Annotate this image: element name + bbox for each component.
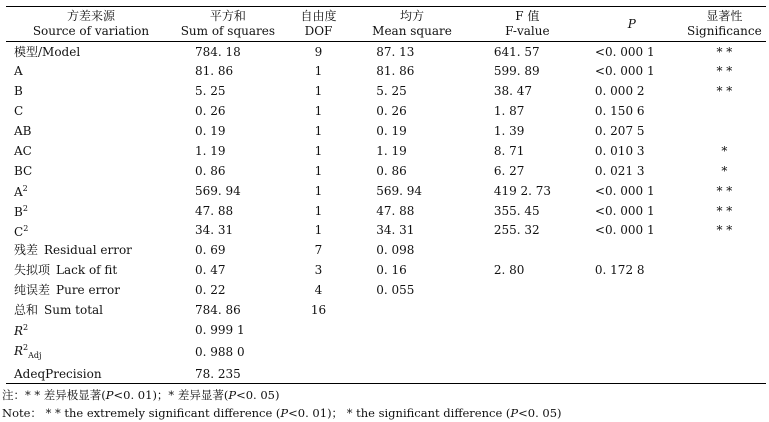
header-sum-of-squares: 平方和 Sum of squares <box>180 9 276 38</box>
source-label: AC <box>14 143 32 158</box>
cell-sum-of-squares: 5. 25 <box>194 84 226 99</box>
cell-significance: * * <box>716 203 733 218</box>
cell-mean-square: 0. 098 <box>376 243 415 258</box>
cell-f-value: 1. 87 <box>493 104 525 119</box>
cell-sum-of-squares: 569. 94 <box>194 183 241 198</box>
cell-dof: 4 <box>314 283 323 298</box>
source-superscript: 2 <box>23 323 29 333</box>
cell-source <box>6 280 169 300</box>
source-label: 模型/Model <box>14 44 81 59</box>
cell-f-value: 419 2. 73 <box>493 183 552 198</box>
cell-significance <box>683 280 766 300</box>
cell-mean-square: 0. 86 <box>376 163 407 178</box>
cell-dof: 1 <box>314 163 323 178</box>
cell-p-value: <0. 000 1 <box>594 223 655 238</box>
cell-p-value: 0. 010 3 <box>594 143 645 158</box>
cell-f-value: 355. 45 <box>493 203 540 218</box>
note-fragment: <0. 01)；* 差异显著( <box>113 388 229 402</box>
source-label: C <box>14 104 24 119</box>
cell-significance <box>683 320 766 340</box>
cell-p-value <box>581 364 683 384</box>
cell-p-value: 0. 150 6 <box>594 104 645 119</box>
cell-f-value: 1. 39 <box>493 124 525 138</box>
cell-source <box>6 121 169 141</box>
cell-sum-of-squares: 34. 31 <box>194 223 234 238</box>
cell-mean-square <box>350 340 474 364</box>
cell-sum-of-squares: 0. 69 <box>194 243 226 258</box>
table-row <box>6 141 766 161</box>
source-label: B <box>14 205 23 220</box>
header-source: 方差来源 Source of variation <box>32 9 150 38</box>
cell-dof: 1 <box>314 124 323 138</box>
anova-table <box>6 6 766 384</box>
cell-mean-square <box>350 320 474 340</box>
note-fragment: P <box>228 388 237 402</box>
cell-sum-of-squares: 1. 19 <box>194 143 226 158</box>
cell-p-value <box>581 280 683 300</box>
cell-source <box>6 340 169 364</box>
cell-dof: 1 <box>314 183 323 198</box>
cell-sum-of-squares: 0. 988 0 <box>194 344 245 359</box>
cell-dof: 1 <box>314 223 323 238</box>
cell-source <box>6 81 169 101</box>
note-fragment: <0. 01)； * the significant difference ( <box>288 406 511 420</box>
table-row <box>6 240 766 260</box>
table-row <box>6 364 766 384</box>
cell-mean-square: 87. 13 <box>376 44 415 59</box>
note-english <box>2 404 562 422</box>
cell-f-value: 38. 47 <box>493 84 532 99</box>
cell-dof: 16 <box>310 303 327 318</box>
cell-dof: 9 <box>314 44 323 59</box>
cell-p-value: <0. 000 1 <box>594 64 655 79</box>
cell-sum-of-squares: 0. 26 <box>194 104 226 119</box>
cell-significance: * * <box>716 183 733 198</box>
cell-mean-square: 34. 31 <box>376 223 415 238</box>
cell-mean-square <box>350 300 474 320</box>
cell-source <box>6 260 169 280</box>
cell-significance <box>683 340 766 364</box>
note-chinese <box>2 386 562 404</box>
cell-source <box>6 221 169 241</box>
cell-p-value: 0. 021 3 <box>594 163 645 178</box>
cell-significance <box>683 364 766 384</box>
table-header-row <box>6 7 766 42</box>
cell-f-value: 8. 71 <box>493 143 525 158</box>
table-row <box>6 42 766 62</box>
cell-mean-square: 0. 16 <box>376 263 407 278</box>
table-row <box>6 81 766 101</box>
cell-p-value <box>581 320 683 340</box>
table-row <box>6 181 766 201</box>
cell-p-value: <0. 000 1 <box>594 183 655 198</box>
cell-f-value <box>474 340 581 364</box>
note-fragment: P <box>105 388 114 402</box>
cell-dof: 1 <box>314 84 323 99</box>
source-label: C <box>14 224 24 239</box>
cell-sum-of-squares: 0. 999 1 <box>194 322 245 337</box>
table-row <box>6 260 766 280</box>
source-label: R <box>14 324 24 339</box>
cell-f-value <box>474 300 581 320</box>
header-f-value: F 值 F-value <box>505 9 550 38</box>
source-superscript: 2 <box>23 342 29 352</box>
table-notes <box>2 386 562 422</box>
cell-dof: 1 <box>314 104 323 119</box>
cell-f-value: 6. 27 <box>493 163 525 178</box>
cell-sum-of-squares: 0. 47 <box>194 263 226 278</box>
note-fragment: P <box>280 406 289 420</box>
source-label: 纯误差 <box>14 283 51 298</box>
table-row <box>6 320 766 340</box>
cell-sum-of-squares: 0. 86 <box>194 163 226 178</box>
cell-source <box>6 42 169 62</box>
cell-f-value <box>474 364 581 384</box>
cell-sum-of-squares: 0. 19 <box>194 124 226 138</box>
cell-significance: * <box>721 163 728 178</box>
cell-mean-square: 569. 94 <box>376 183 423 198</box>
source-label: R <box>14 343 24 358</box>
table-row <box>6 221 766 241</box>
source-label: AB <box>14 124 32 138</box>
cell-significance: * <box>721 143 728 158</box>
cell-significance: * * <box>716 84 733 99</box>
source-subscript: Adj <box>28 350 42 360</box>
source-label: A <box>14 64 23 79</box>
table-row <box>6 201 766 221</box>
header-dof: 自由度 DOF <box>300 9 337 38</box>
cell-significance: * * <box>716 44 733 59</box>
cell-significance: * * <box>716 223 733 238</box>
cell-source <box>6 240 169 260</box>
cell-sum-of-squares: 0. 22 <box>194 283 226 298</box>
cell-significance <box>683 240 766 260</box>
cell-sum-of-squares: 47. 88 <box>194 203 234 218</box>
cell-significance: * * <box>716 64 733 79</box>
cell-source <box>6 61 169 81</box>
table-row <box>6 61 766 81</box>
table-row <box>6 161 766 181</box>
note-fragment: Note： * * the extremely significant difference ( <box>2 406 281 420</box>
source-label: B <box>14 84 23 99</box>
cell-sum-of-squares: 784. 86 <box>194 303 241 318</box>
cell-p-value: <0. 000 1 <box>594 44 655 59</box>
source-english: Sum total <box>44 303 104 318</box>
table-row <box>6 101 766 121</box>
cell-p-value: 0. 172 8 <box>594 263 645 278</box>
header-p: P <box>627 17 636 31</box>
source-label: 失拟项 <box>14 263 51 278</box>
cell-source <box>6 161 169 181</box>
cell-f-value <box>474 240 581 260</box>
cell-mean-square: 5. 25 <box>376 84 407 99</box>
cell-dof <box>287 340 350 364</box>
cell-source <box>6 101 169 121</box>
cell-p-value: 0. 207 5 <box>594 124 645 138</box>
cell-source <box>6 141 169 161</box>
cell-sum-of-squares: 784. 18 <box>194 44 241 59</box>
source-label: 总和 <box>14 303 39 318</box>
source-superscript: 2 <box>23 223 29 233</box>
cell-source <box>6 181 169 201</box>
cell-significance <box>683 260 766 280</box>
note-fragment: <0. 05) <box>236 388 280 402</box>
source-superscript: 2 <box>22 184 28 194</box>
cell-dof: 1 <box>314 143 323 158</box>
cell-dof: 1 <box>314 203 323 218</box>
note-fragment: P <box>510 406 519 420</box>
table-row <box>6 300 766 320</box>
cell-mean-square: 0. 19 <box>376 124 407 138</box>
table-row <box>6 121 766 141</box>
cell-source <box>6 364 169 384</box>
table-row <box>6 280 766 300</box>
source-label: A <box>14 185 23 200</box>
source-label: BC <box>14 163 33 178</box>
source-superscript: 2 <box>22 204 28 214</box>
cell-dof: 7 <box>314 243 323 258</box>
cell-mean-square: 1. 19 <box>376 143 407 158</box>
cell-source <box>6 300 169 320</box>
cell-mean-square <box>350 364 474 384</box>
source-label: 残差 <box>14 243 39 258</box>
cell-source <box>6 201 169 221</box>
cell-p-value <box>581 240 683 260</box>
cell-f-value: 255. 32 <box>493 223 540 238</box>
header-significance: 显著性 Significance <box>686 9 762 38</box>
table-row <box>6 340 766 364</box>
source-english: Pure error <box>56 283 121 298</box>
cell-significance <box>683 121 766 141</box>
cell-dof <box>287 364 350 384</box>
note-fragment: <0. 05) <box>518 406 562 420</box>
source-label: AdeqPrecision <box>14 366 102 381</box>
cell-p-value <box>581 300 683 320</box>
source-english: Residual error <box>44 243 132 258</box>
cell-f-value: 599. 89 <box>493 64 540 79</box>
cell-mean-square: 81. 86 <box>376 64 415 79</box>
cell-mean-square: 47. 88 <box>376 203 415 218</box>
cell-mean-square: 0. 055 <box>376 283 415 298</box>
table-body <box>6 42 766 384</box>
source-english: Lack of fit <box>56 263 118 278</box>
cell-significance <box>683 300 766 320</box>
cell-f-value <box>474 320 581 340</box>
cell-f-value: 641. 57 <box>493 44 540 59</box>
cell-significance <box>683 101 766 121</box>
cell-sum-of-squares: 81. 86 <box>194 64 234 79</box>
cell-dof: 3 <box>314 263 323 278</box>
note-fragment: 注：* * 差异极显著( <box>2 388 106 402</box>
cell-f-value <box>474 280 581 300</box>
cell-f-value: 2. 80 <box>493 263 525 278</box>
header-mean-square: 均方 Mean square <box>372 9 452 38</box>
cell-p-value: 0. 000 2 <box>594 84 645 99</box>
cell-p-value: <0. 000 1 <box>594 203 655 218</box>
cell-p-value <box>581 340 683 364</box>
cell-dof <box>287 320 350 340</box>
cell-dof: 1 <box>314 64 323 79</box>
cell-sum-of-squares: 78. 235 <box>194 366 241 381</box>
cell-mean-square: 0. 26 <box>376 104 407 119</box>
cell-source <box>6 320 169 340</box>
